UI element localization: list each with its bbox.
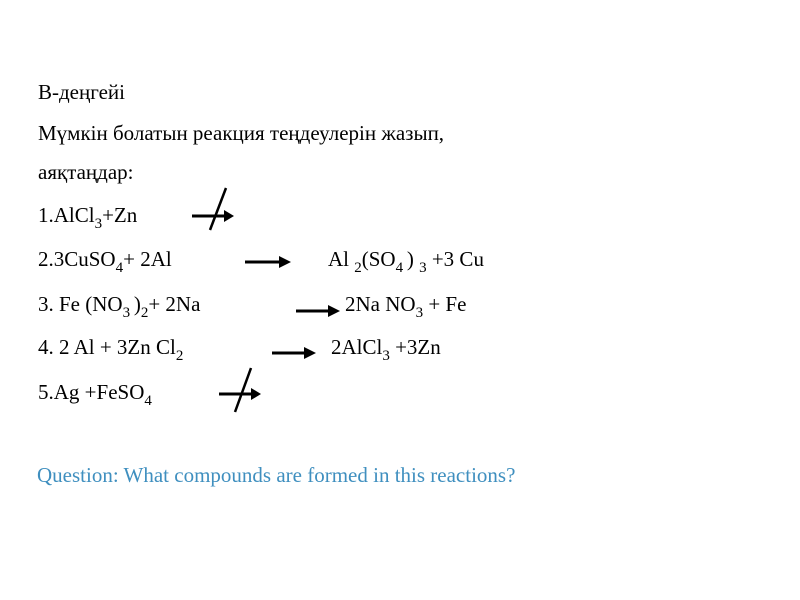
reaction-2-product-c: ) xyxy=(406,247,420,271)
subscript: 4 xyxy=(115,260,124,276)
reaction-3-product-a: 2Na NO xyxy=(345,292,416,316)
reaction-5-text: 5.Ag +FeSO xyxy=(38,380,145,404)
subscript: 3 xyxy=(94,216,103,232)
task-text-line1: Мүмкін болатын реакция теңдеулерін жазып, xyxy=(38,121,445,145)
subscript: 3 xyxy=(382,348,390,364)
reaction-3-product-b: + Fe xyxy=(423,292,467,316)
subscript: 2 xyxy=(175,348,184,364)
reaction-3-right xyxy=(345,292,467,321)
reaction-1 xyxy=(38,203,138,232)
reaction-1-text-b: +Zn xyxy=(102,203,138,227)
right-arrow-icon xyxy=(296,303,346,319)
reaction-5 xyxy=(38,380,152,409)
reaction-3-reactant-b: ) xyxy=(133,292,141,316)
crossed-arrow-icon xyxy=(188,186,248,236)
reaction-2-reactant-b: + 2Al xyxy=(123,247,172,271)
reaction-4-product-a: 2AlCl xyxy=(331,335,383,359)
reaction-4-right xyxy=(331,335,441,364)
reaction-1-text: 1.AlCl xyxy=(38,203,95,227)
reaction-2-reactant-a: 2.3CuSO xyxy=(38,247,116,271)
subscript: 4 xyxy=(144,393,152,409)
reaction-2-product-a: Al xyxy=(328,247,355,271)
reaction-2-left xyxy=(38,247,172,276)
subscript: 2 xyxy=(140,305,149,321)
reaction-4-product-b: +3Zn xyxy=(389,335,441,359)
reaction-2-right xyxy=(328,247,484,276)
right-arrow-icon xyxy=(245,254,295,270)
reaction-2-product-b: (SO xyxy=(361,247,396,271)
question-text: Question: What compounds are formed in this reactions? xyxy=(37,463,516,487)
subscript: 3 xyxy=(415,305,424,321)
reaction-3-left xyxy=(38,292,201,321)
crossed-arrow-icon xyxy=(215,366,275,416)
reaction-4-reactant-a: 4. 2 Al + 3Zn Cl xyxy=(38,335,176,359)
subscript: 4 xyxy=(395,260,407,276)
level-heading: В-деңгейі xyxy=(38,80,125,104)
reaction-3-reactant-c: + 2Na xyxy=(148,292,201,316)
right-arrow-icon xyxy=(272,345,322,361)
task-text-line2: аяқтаңдар: xyxy=(38,160,134,184)
subscript: 2 xyxy=(354,260,362,276)
reaction-4-left xyxy=(38,335,184,364)
reaction-3-reactant-a: 3. Fe (NO xyxy=(38,292,123,316)
reaction-2-product-d: +3 Cu xyxy=(426,247,484,271)
subscript: 3 xyxy=(122,305,134,321)
subscript: 3 xyxy=(419,260,427,276)
